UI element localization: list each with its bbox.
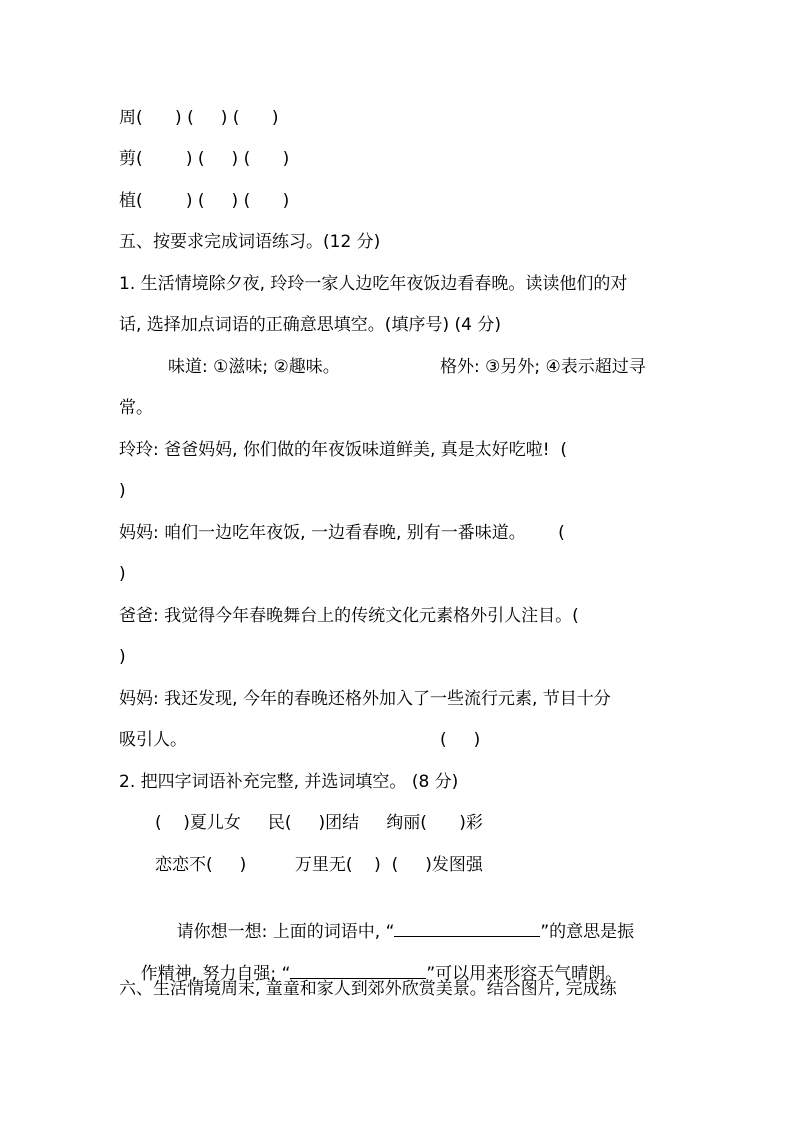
dialogue-linling-close: )	[119, 481, 126, 501]
section6-heading: 六、生活情境周末, 童童和家人到郊外欣赏美景。结合图片, 完成练	[119, 979, 617, 999]
q2-instruction: 2. 把四字词语补充完整, 并选词填空。 (8 分)	[119, 772, 459, 792]
section5-heading: 五、按要求完成词语练习。(12 分)	[119, 232, 381, 252]
q2-words-row1: ( )夏儿女 民( )团结 绚丽( )彩	[155, 813, 483, 833]
q2-words-row2: 恋恋不( ) 万里无( ) ( )发图强	[155, 855, 483, 875]
dialogue-mama-1: 妈妈: 咱们一边吃年夜饭, 一边看春晚, 别有一番味道。 (	[119, 523, 565, 543]
think-text-a: 请你想一想: 上面的词语中, “	[176, 922, 395, 942]
think2-text-b: ”可以用来形容天气晴朗。	[426, 964, 623, 984]
dialogue-mama-2-cont: 吸引人。	[119, 730, 187, 750]
think2-text-a: 作精神, 努力自强; “	[140, 964, 291, 984]
q1-instruction-line2: 话, 选择加点词语的正确意思填空。(填序号) (4 分)	[119, 315, 501, 335]
dialogue-mama-2-paren: ( )	[440, 730, 481, 750]
dialogue-linling: 玲玲: 爸爸妈妈, 你们做的年夜饭味道鲜美, 真是太好吃啦! (	[119, 440, 568, 460]
answer-blank-1[interactable]	[394, 918, 540, 937]
think-text-b: ”的意思是振	[540, 922, 635, 942]
meaning-weidao: 味道: ①滋味; ②趣味。	[168, 357, 340, 377]
char-row-jian: 剪( ) ( ) ( )	[119, 149, 290, 169]
dialogue-baba: 爸爸: 我觉得今年春晚舞台上的传统文化元素格外引人注目。(	[119, 606, 579, 626]
dialogue-baba-close: )	[119, 647, 126, 667]
dialogue-mama-1-close: )	[119, 564, 126, 584]
meaning-gewai: 格外: ③另外; ④表示超过寻	[440, 357, 646, 377]
dialogue-mama-2: 妈妈: 我还发现, 今年的春晚还格外加入了一些流行元素, 节目十分	[119, 689, 611, 709]
q1-instruction-line1: 1. 生活情境除夕夜, 玲玲一家人边吃年夜饭边看春晚。读读他们的对	[119, 274, 628, 294]
char-row-zhi: 植( ) ( ) ( )	[119, 191, 290, 211]
char-row-zhou: 周( ) ( ) ( )	[119, 108, 279, 128]
meaning-gewai-cont: 常。	[119, 398, 153, 418]
